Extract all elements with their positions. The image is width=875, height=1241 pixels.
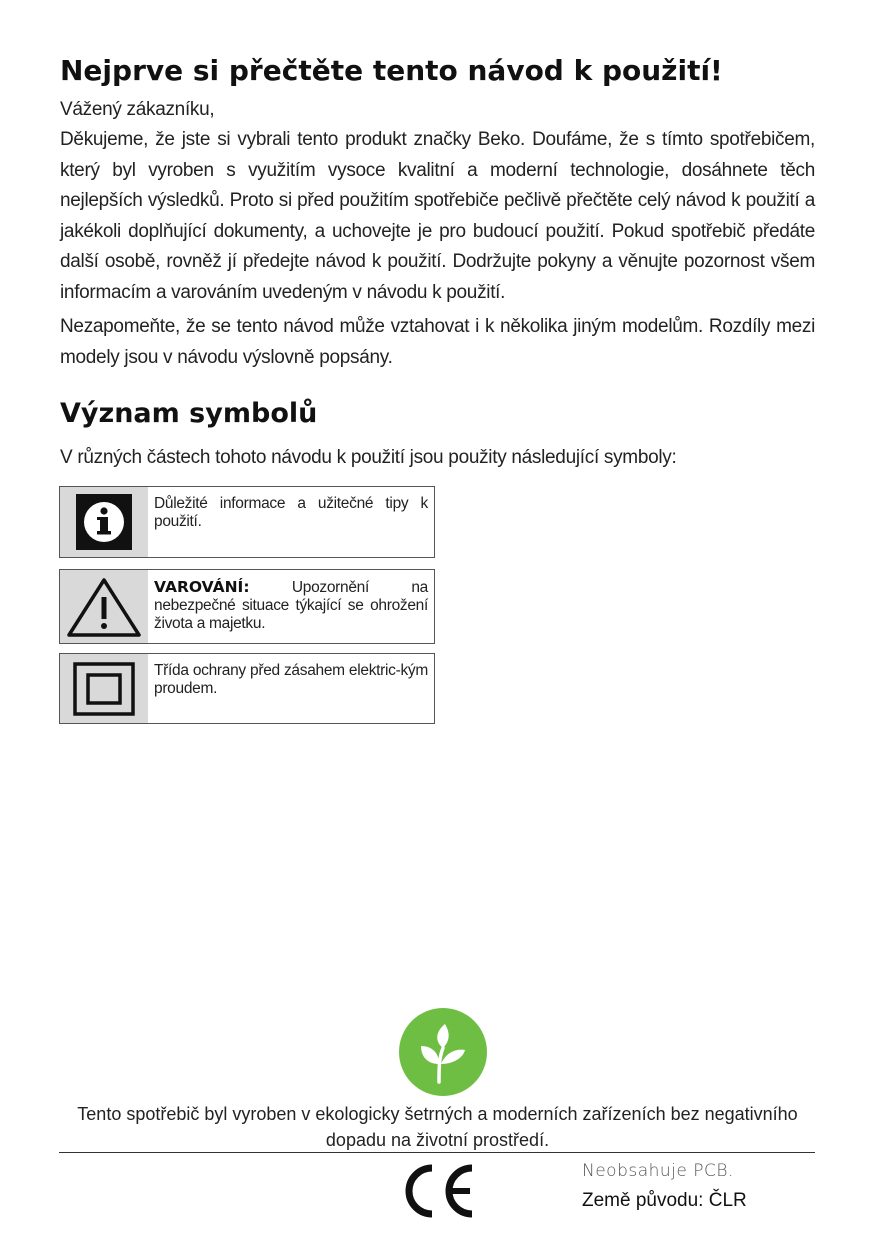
symbol-box-info — [59, 486, 435, 558]
page-title: Nejprve si přečtěte tento návod k použití! — [60, 54, 723, 87]
eco-statement: Tento spotřebič byl vyroben v ekologicky šetrných a moderních zařízeních bez negativního dopadu na životní prostředí. — [77, 1104, 798, 1150]
intro-paragraph: Děkujeme, že jste si vybrali tento produkt značky Beko. Doufáme, že s tímto spotřebičem, který byl vyroben s využitím vysoce kvalitní a moderní technologie, dosáhnete těch nejlepších výsledků. Proto si před použitím spotřebiče pečlivě přečtěte celý návod k použití a jakékoli doplňující dokumenty, a uchovejte je pro budoucí použití. Pokud spotřebič předáte další osobě, rovněž jí předejte návod k použití. Dodržujte pokyny a věnujte pozornost všem informacím a varováním uvedeným v návodu k použití. — [60, 129, 815, 303]
symbol-icon-cell — [60, 487, 148, 557]
warning-text: Upozornění na nebezpečné situace týkající se ohrožení života a majetku. — [154, 579, 428, 632]
info-icon — [76, 494, 132, 550]
symbol-icon-cell — [60, 570, 148, 643]
country-of-origin: Země původu: ČLR — [582, 1190, 747, 1211]
symbol-description: Třída ochrany před zásahem elektric-kým proudem. — [154, 662, 428, 697]
pcb-notice: Neobsahuje PCB. — [582, 1161, 734, 1181]
symbols-intro: V různých částech tohoto návodu k použití jsou použity následující symboly: — [60, 447, 677, 468]
footer-divider — [59, 1152, 815, 1153]
warning-triangle-icon — [66, 576, 142, 638]
symbols-heading: Význam symbolů — [60, 398, 318, 429]
ce-mark-icon — [398, 1162, 476, 1220]
symbol-description: Důležité informace a užitečné tipy k použití. — [154, 495, 428, 530]
symbol-box-protection-class — [59, 653, 435, 724]
warning-label: VAROVÁNÍ: — [154, 578, 250, 596]
greeting: Vážený zákazníku, — [60, 99, 215, 120]
symbol-box-warning — [59, 569, 435, 644]
leaf-eco-icon — [399, 1008, 487, 1096]
double-insulation-icon — [73, 662, 135, 716]
symbol-icon-cell — [60, 654, 148, 723]
models-note: Nezapomeňte, že se tento návod může vztahovat i k několika jiným modelům. Rozdíly mezi modely jsou v návodu výslovně popsány. — [60, 316, 815, 368]
symbol-description — [148, 570, 434, 643]
